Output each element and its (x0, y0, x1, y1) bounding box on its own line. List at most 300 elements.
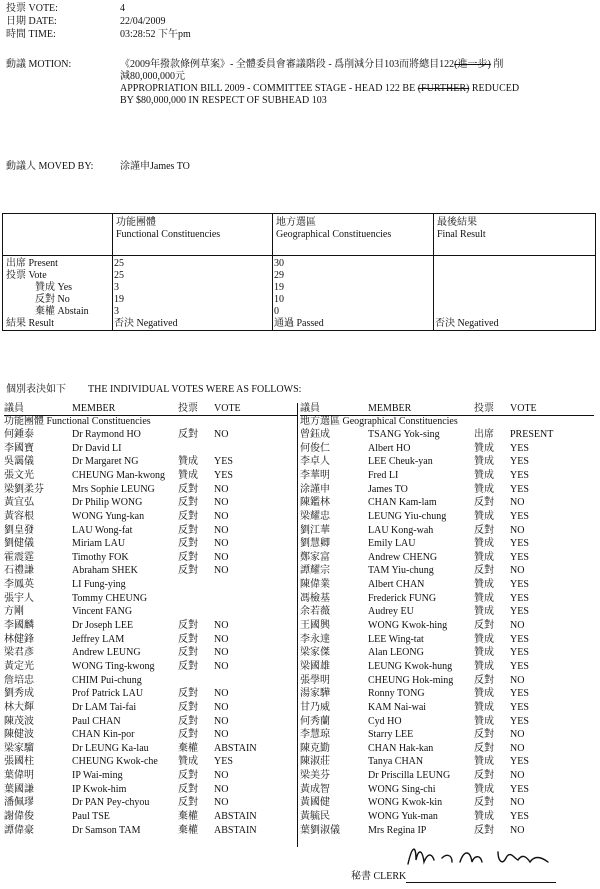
member-vote-zh: 贊成 (474, 715, 494, 727)
member-vote-en: YES (510, 715, 529, 727)
member-vote-row (4, 442, 298, 456)
member-vote-row (300, 660, 594, 674)
member-name-zh: 陳鑑林 (300, 497, 330, 509)
member-vote-zh: 反對 (474, 565, 494, 577)
motion-text (120, 59, 582, 107)
motion-line-3 (120, 83, 582, 95)
member-name-en: CHEUNG Man-kwong (72, 469, 166, 481)
member-name-zh: 葉偉明 (4, 770, 34, 782)
member-vote-row (300, 714, 594, 728)
member-vote-en: NO (510, 674, 525, 686)
member-vote-zh: 棄權 (178, 824, 198, 836)
member-vote-zh: 反對 (474, 797, 494, 809)
member-vote-row (4, 578, 298, 592)
vote-value: 4 (120, 2, 125, 14)
member-vote-zh: 反對 (474, 742, 494, 754)
member-vote-en: YES (510, 469, 529, 481)
member-name-zh: 劉皇發 (4, 524, 34, 536)
member-name-zh: 李華明 (300, 469, 330, 481)
member-name-en: Frederick FUNG (368, 592, 437, 604)
member-name-en: Jeffrey LAM (72, 633, 125, 645)
member-vote-row (300, 605, 594, 619)
member-name-zh: 何俊仁 (300, 442, 330, 454)
member-vote-row (4, 796, 298, 810)
member-vote-en: ABSTAIN (214, 811, 257, 822)
member-vote-zh: 贊成 (474, 483, 494, 495)
clerk-label: 秘書 CLERK (351, 871, 407, 882)
vote-en-header: VOTE (214, 403, 241, 415)
member-name-zh: 譚耀宗 (300, 565, 330, 577)
moved-by-label: 動議人 MOVED BY: (6, 161, 94, 172)
member-vote-en: NO (510, 797, 525, 809)
intro-en: THE INDIVIDUAL VOTES WERE AS FOLLOWS: (88, 384, 302, 395)
functional-column-header (116, 217, 220, 241)
member-vote-zh: 棄權 (178, 742, 198, 754)
motion-block (6, 59, 582, 107)
member-name-zh: 梁君彥 (4, 647, 34, 659)
member-vote-row (4, 523, 298, 537)
member-vote-en: YES (510, 647, 529, 659)
date-label: 日期 DATE: (6, 15, 57, 27)
member-name-en: Starry LEE (368, 729, 414, 741)
member-vote-zh: 反對 (474, 770, 494, 782)
member-name-zh: 馮檢基 (300, 592, 330, 604)
summary-geographical-value: 0 (274, 305, 279, 317)
member-vote-row (4, 537, 298, 551)
member-name-en: Timothy FOK (72, 551, 129, 563)
member-vote-en: YES (510, 456, 529, 468)
member-name-en: Prof Patrick LAU (72, 688, 144, 700)
member-name-en: Albert CHAN (368, 579, 425, 591)
member-name-zh: 張文光 (4, 469, 34, 481)
member-vote-row (300, 619, 594, 633)
member-name-zh: 黃宜弘 (4, 497, 34, 509)
member-name-en: Fred LI (368, 469, 399, 481)
member-vote-zh: 贊成 (474, 551, 494, 563)
member-vote-row (300, 523, 594, 537)
member-name-zh: 梁劉柔芬 (4, 483, 44, 495)
member-vote-zh: 贊成 (474, 469, 494, 481)
member-name-en: Abraham SHEK (72, 565, 138, 577)
member-name-en: Vincent FANG (72, 606, 133, 618)
member-vote-zh: 反對 (178, 715, 198, 727)
summary-functional-value: 25 (114, 257, 124, 269)
clerk-signature (402, 840, 562, 874)
member-name-zh: 潘佩璆 (4, 797, 34, 809)
final-column-header (437, 217, 486, 241)
member-vote-row (300, 428, 594, 442)
member-vote-en: NO (214, 688, 229, 700)
member-vote-en: YES (510, 633, 529, 645)
member-name-en: LEUNG Yiu-chung (368, 510, 447, 522)
member-name-en: Dr Raymond HO (72, 429, 141, 441)
member-vote-en: YES (214, 756, 233, 768)
member-vote-en: NO (214, 715, 229, 727)
time-label: 時間 TIME: (6, 28, 56, 40)
member-vote-en: NO (214, 483, 229, 495)
member-vote-en: YES (510, 660, 529, 672)
member-name-zh: 李國麟 (4, 620, 34, 632)
member-vote-en: PRESENT (510, 429, 554, 441)
member-vote-zh: 贊成 (474, 442, 494, 454)
member-name-zh: 黃定光 (4, 660, 34, 672)
time-value: 03:28:52 下午pm (120, 28, 191, 40)
member-name-en: Dr David LI (72, 442, 122, 454)
member-name-zh: 陳茂波 (4, 715, 34, 727)
geographical-section-title: 地方選區 Geographical Constituencies (300, 416, 458, 428)
member-name-zh: 梁耀忠 (300, 510, 330, 522)
member-name-zh: 張宇人 (4, 592, 34, 604)
member-vote-row (4, 646, 298, 660)
member-vote-zh: 出席 (474, 429, 494, 441)
member-name-en: KAM Nai-wai (368, 701, 427, 713)
member-vote-zh: 反對 (178, 647, 198, 659)
member-vote-en: YES (214, 469, 233, 481)
member-name-en: CHAN Kin-por (72, 729, 135, 741)
member-vote-row (4, 592, 298, 606)
summary-functional-value: 25 (114, 269, 124, 281)
member-name-en: WONG Kwok-kin (368, 797, 443, 809)
vote-en-header: VOTE (510, 403, 537, 415)
member-name-zh: 王國興 (300, 620, 330, 632)
member-vote-en: YES (510, 783, 529, 795)
member-vote-zh: 反對 (178, 524, 198, 536)
vote-number-row (6, 2, 191, 15)
member-name-en: LEUNG Kwok-hung (368, 660, 453, 672)
motion-line-1-text: 《2009年撥款條例草案》- 全體委員會審議階段 - 爲削減分目103而將總目122 (120, 59, 455, 70)
member-vote-zh: 贊成 (474, 701, 494, 713)
member-en-header: MEMBER (72, 403, 116, 415)
final-header-en: Final Result (437, 229, 486, 240)
member-vote-row (4, 755, 298, 769)
summary-final-value: 否決 Negatived (435, 317, 499, 329)
date-row (6, 15, 191, 28)
member-vote-en: NO (510, 770, 525, 782)
member-name-en: WONG Kwok-hing (368, 620, 448, 632)
member-vote-zh: 反對 (178, 551, 198, 563)
member-vote-row (4, 783, 298, 797)
summary-functional-value: 19 (114, 293, 124, 305)
member-name-zh: 何鍾泰 (4, 429, 34, 441)
member-name-en: CHAN Hak-kan (368, 742, 434, 754)
member-name-zh: 葉劉淑儀 (300, 824, 340, 836)
member-vote-en: NO (510, 524, 525, 536)
member-name-en: LAU Wong-fat (72, 524, 133, 536)
moved-by-row (6, 161, 190, 173)
member-vote-row (4, 496, 298, 510)
member-name-en: WONG Sing-chi (368, 783, 436, 795)
summary-functional-value: 否決 Negatived (114, 317, 178, 329)
member-vote-zh: 贊成 (474, 606, 494, 618)
member-vote-en: NO (214, 620, 229, 632)
member-vote-zh: 贊成 (474, 633, 494, 645)
member-name-en: LEE Cheuk-yan (368, 456, 433, 468)
member-vote-zh: 贊成 (474, 756, 494, 768)
member-vote-row (4, 714, 298, 728)
member-vote-en: NO (214, 633, 229, 645)
member-vote-row (300, 646, 594, 660)
member-name-en: Audrey EU (368, 606, 414, 618)
functional-section-title: 功能團體 Functional Constituencies (4, 416, 151, 428)
member-name-en: LAU Kong-wah (368, 524, 434, 536)
member-vote-row (300, 469, 594, 483)
member-name-en: Emily LAU (368, 538, 416, 550)
member-vote-en: YES (510, 811, 529, 822)
member-vote-row (300, 796, 594, 810)
member-name-zh: 鄭家富 (300, 551, 330, 563)
member-vote-en: NO (214, 429, 229, 441)
member-name-en: WONG Yung-kan (72, 510, 145, 522)
member-vote-zh: 贊成 (474, 660, 494, 672)
member-vote-zh: 反對 (178, 429, 198, 441)
member-name-zh: 林大輝 (4, 701, 34, 713)
member-vote-zh: 反對 (474, 497, 494, 509)
member-name-zh: 葉國謙 (4, 783, 34, 795)
member-vote-zh: 反對 (178, 565, 198, 577)
member-name-zh: 陳克勤 (300, 742, 330, 754)
summary-row-label: 贊成 Yes (35, 281, 73, 293)
member-vote-en: YES (510, 483, 529, 495)
summary-row (3, 306, 595, 317)
member-name-en: Alan LEONG (368, 647, 424, 659)
member-name-en: IP Wai-ming (72, 770, 123, 782)
member-name-en: Dr LAM Tai-fai (72, 701, 137, 713)
geographical-votes-table (300, 403, 594, 837)
member-vote-zh: 贊成 (178, 456, 198, 468)
member-name-zh: 李永達 (300, 633, 330, 645)
member-vote-zh: 贊成 (474, 538, 494, 550)
member-vote-row (4, 605, 298, 619)
member-vote-zh: 贊成 (474, 456, 494, 468)
vote-label: 投票 VOTE: (6, 2, 58, 14)
member-name-en: Tommy CHEUNG (72, 592, 148, 604)
member-name-zh: 余若薇 (300, 606, 330, 618)
member-name-zh: 張學明 (300, 674, 330, 686)
member-vote-en: NO (214, 797, 229, 809)
member-name-zh: 霍震霆 (4, 551, 34, 563)
member-name-zh: 何秀蘭 (300, 715, 330, 727)
member-vote-row (300, 824, 594, 838)
member-name-zh: 黃成智 (300, 783, 330, 795)
member-name-en: WONG Ting-kwong (72, 660, 155, 672)
member-vote-en: YES (510, 701, 529, 713)
member-vote-en: YES (510, 551, 529, 563)
moved-by-value: 涂謹申James TO (120, 161, 190, 172)
member-vote-zh: 反對 (474, 729, 494, 741)
summary-row-label: 結果 Result (6, 317, 55, 329)
summary-geographical-value: 19 (274, 281, 284, 293)
member-vote-en: NO (214, 729, 229, 741)
member-vote-row (4, 619, 298, 633)
member-vote-row (4, 701, 298, 715)
member-name-en: CHEUNG Kwok-che (72, 756, 158, 768)
member-name-zh: 劉慧卿 (300, 538, 330, 550)
member-vote-row (4, 510, 298, 524)
member-vote-row (300, 701, 594, 715)
summary-row-label: 棄權 Abstain (35, 305, 89, 317)
summary-functional-value: 3 (114, 305, 119, 317)
geographical-column-header (276, 217, 391, 241)
motion-line-1-struck: (進一步) (454, 59, 491, 70)
member-name-en: Dr Joseph LEE (72, 620, 134, 632)
member-vote-zh: 贊成 (474, 579, 494, 591)
member-vote-row (4, 660, 298, 674)
summary-geographical-value: 10 (274, 293, 284, 305)
member-name-zh: 吳靄儀 (4, 456, 34, 468)
member-vote-zh: 贊成 (474, 783, 494, 795)
member-name-en: TSANG Yok-sing (368, 429, 440, 441)
functional-header-zh: 功能團體 (116, 217, 156, 228)
member-name-en: Mrs Sophie LEUNG (72, 483, 155, 495)
member-vote-en: NO (214, 510, 229, 522)
member-name-zh: 陳偉業 (300, 579, 330, 591)
summary-row (3, 318, 595, 329)
member-name-zh: 梁家騮 (4, 742, 34, 754)
member-vote-en: NO (510, 742, 525, 754)
member-name-zh: 黃容根 (4, 510, 34, 522)
member-name-en: IP Kwok-him (72, 783, 127, 795)
member-name-en: TAM Yiu-chung (368, 565, 434, 577)
motion-line-3-struck: (FURTHER) (417, 83, 470, 94)
member-name-en: Mrs Regina IP (368, 824, 427, 836)
summary-table-header (2, 213, 596, 256)
member-name-en: WONG Yuk-man (368, 811, 438, 822)
member-name-zh: 詹培忠 (4, 674, 34, 686)
member-vote-row (4, 810, 298, 824)
member-vote-en: YES (510, 606, 529, 618)
member-name-en: Dr LEUNG Ka-lau (72, 742, 149, 754)
member-vote-zh: 反對 (178, 483, 198, 495)
member-vote-row (300, 578, 594, 592)
member-name-en: CHEUNG Hok-ming (368, 674, 454, 686)
member-vote-zh: 反對 (178, 538, 198, 550)
member-vote-zh: 反對 (178, 688, 198, 700)
member-vote-row (300, 592, 594, 606)
member-vote-zh: 反對 (178, 701, 198, 713)
member-vote-row (300, 755, 594, 769)
summary-geographical-value: 通過 Passed (274, 317, 324, 329)
member-vote-en: NO (214, 497, 229, 509)
member-vote-row (4, 428, 298, 442)
member-vote-en: NO (214, 565, 229, 577)
member-vote-en: NO (510, 497, 525, 509)
member-name-en: Andrew CHENG (368, 551, 438, 563)
member-vote-row (4, 633, 298, 647)
member-vote-row (300, 551, 594, 565)
functional-votes-header (4, 403, 298, 416)
member-vote-row (300, 633, 594, 647)
member-name-zh: 黃國健 (300, 797, 330, 809)
motion-line-1 (120, 59, 582, 71)
member-vote-en: NO (214, 660, 229, 672)
summary-row (3, 294, 595, 305)
member-name-zh: 李鳳英 (4, 579, 34, 591)
member-vote-zh: 反對 (178, 510, 198, 522)
member-vote-zh: 反對 (474, 674, 494, 686)
member-name-en: Dr PAN Pey-chyou (72, 797, 150, 809)
member-vote-en: NO (510, 620, 525, 632)
member-vote-row (300, 496, 594, 510)
member-vote-en: NO (214, 647, 229, 659)
signature-line (406, 882, 556, 883)
member-name-en: Dr Margaret NG (72, 456, 139, 468)
member-name-en: LEE Wing-tat (368, 633, 424, 645)
column-divider (297, 403, 298, 847)
geographical-header-zh: 地方選區 (276, 217, 316, 228)
motion-line-2: 減80,000,000元 (120, 71, 185, 82)
member-vote-zh: 贊成 (474, 510, 494, 522)
member-name-en: Ronny TONG (368, 688, 425, 700)
member-vote-row (4, 564, 298, 578)
geographical-votes-header (300, 403, 594, 416)
member-name-en: Dr Philip WONG (72, 497, 143, 509)
member-vote-row (300, 564, 594, 578)
member-name-zh: 劉健儀 (4, 538, 34, 550)
member-name-zh: 林健鋒 (4, 633, 34, 645)
member-vote-zh: 反對 (178, 729, 198, 741)
member-vote-zh: 贊成 (474, 592, 494, 604)
member-zh-header: 議員 (300, 403, 320, 415)
member-name-zh: 陳淑莊 (300, 756, 330, 768)
member-vote-zh: 贊成 (178, 469, 198, 481)
member-vote-zh: 反對 (474, 824, 494, 836)
member-vote-en: YES (510, 442, 529, 454)
member-vote-en: YES (510, 756, 529, 768)
member-name-zh: 甘乃威 (300, 701, 330, 713)
member-vote-zh: 反對 (178, 797, 198, 809)
member-name-zh: 梁美芬 (300, 770, 330, 782)
summary-geographical-value: 29 (274, 269, 284, 281)
member-name-zh: 梁國雄 (300, 660, 330, 672)
member-vote-row (300, 537, 594, 551)
summary-row-label: 投票 Vote (6, 269, 47, 281)
geographical-header-en: Geographical Constituencies (276, 229, 392, 240)
member-vote-zh: 贊成 (474, 811, 494, 822)
member-vote-row (4, 469, 298, 483)
member-vote-en: YES (510, 538, 529, 550)
member-name-zh: 涂謹申 (300, 483, 330, 495)
member-vote-row (300, 687, 594, 701)
member-vote-row (4, 769, 298, 783)
member-name-en: Miriam LAU (72, 538, 126, 550)
member-vote-zh: 贊成 (474, 647, 494, 659)
member-vote-row (4, 742, 298, 756)
member-zh-header: 議員 (4, 403, 24, 415)
member-vote-en: NO (214, 551, 229, 563)
member-vote-row (300, 769, 594, 783)
vote-zh-header: 投票 (178, 403, 198, 415)
member-name-en: Paul CHAN (72, 715, 121, 727)
summary-geographical-value: 30 (274, 257, 284, 269)
member-name-en: LI Fung-ying (72, 579, 126, 591)
member-vote-row (4, 687, 298, 701)
functional-header-en: Functional Constituencies (116, 229, 221, 240)
member-vote-zh: 反對 (178, 620, 198, 632)
motion-line-4: BY $80,000,000 IN RESPECT OF SUBHEAD 103 (120, 95, 327, 106)
member-vote-en: NO (510, 824, 525, 836)
member-name-en: Cyd HO (368, 715, 402, 727)
motion-line-3-tail: REDUCED (469, 83, 520, 94)
member-name-en: Dr Samson TAM (72, 824, 141, 836)
member-vote-en: ABSTAIN (214, 742, 257, 754)
motion-line-1-tail: 削 (490, 59, 504, 70)
member-vote-zh: 反對 (178, 783, 198, 795)
summary-table-body (2, 255, 596, 331)
member-vote-en: NO (510, 729, 525, 741)
member-vote-row (4, 551, 298, 565)
member-vote-row (4, 824, 298, 838)
member-vote-zh: 反對 (178, 497, 198, 509)
